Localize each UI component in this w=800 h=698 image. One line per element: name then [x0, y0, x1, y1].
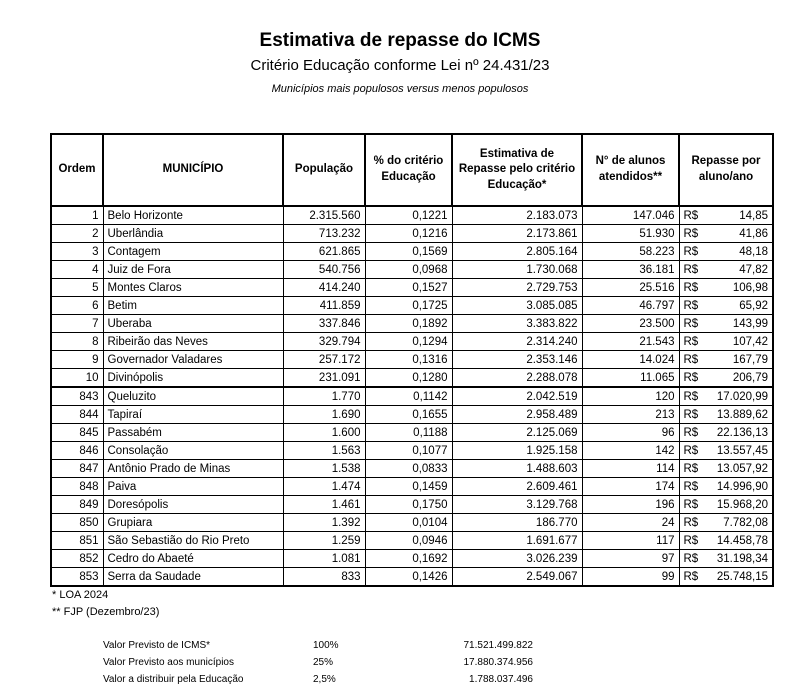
cell-repasse — [679, 297, 773, 315]
cell-repasse — [679, 387, 773, 406]
cell-alunos: 14.024 — [582, 351, 679, 369]
currency-symbol: R$ — [683, 534, 699, 547]
cell-alunos: 174 — [582, 478, 679, 496]
cell-alunos: 36.181 — [582, 261, 679, 279]
cell-pct-criterio: 0,1725 — [365, 297, 452, 315]
cell-ordem: 848 — [51, 478, 103, 496]
table-row — [51, 514, 773, 532]
currency-symbol: R$ — [683, 444, 699, 457]
summary-value: 71.521.499.822 — [463, 640, 533, 651]
cell-ordem: 4 — [51, 261, 103, 279]
cell-populacao: 1.770 — [283, 387, 365, 406]
table-header-row — [51, 134, 773, 206]
header-ordem: Ordem — [51, 134, 103, 206]
cell-estimativa: 3.085.085 — [452, 297, 582, 315]
cell-municipio: Doresópolis — [103, 496, 283, 514]
summary-label: Valor Previsto aos municípios — [103, 657, 234, 668]
cell-repasse — [679, 351, 773, 369]
summary-pct: 100% — [313, 640, 339, 651]
cell-ordem: 845 — [51, 424, 103, 442]
repasse-value: 14.458,78 — [716, 534, 768, 547]
cell-repasse — [679, 478, 773, 496]
cell-municipio: Paiva — [103, 478, 283, 496]
document-subtitle: Critério Educação conforme Lei nº 24.431/23 — [250, 57, 550, 74]
cell-populacao: 329.794 — [283, 333, 365, 351]
currency-symbol: R$ — [683, 426, 699, 439]
cell-ordem: 849 — [51, 496, 103, 514]
cell-pct-criterio: 0,0946 — [365, 532, 452, 550]
cell-estimativa: 2.958.489 — [452, 406, 582, 424]
currency-symbol: R$ — [683, 552, 699, 565]
cell-municipio: Queluzito — [103, 387, 283, 406]
cell-ordem: 10 — [51, 369, 103, 388]
cell-alunos: 25.516 — [582, 279, 679, 297]
cell-repasse — [679, 243, 773, 261]
cell-pct-criterio: 0,0968 — [365, 261, 452, 279]
cell-estimativa: 2.125.069 — [452, 424, 582, 442]
cell-repasse — [679, 315, 773, 333]
cell-repasse — [679, 225, 773, 243]
cell-alunos: 23.500 — [582, 315, 679, 333]
cell-alunos: 99 — [582, 568, 679, 587]
cell-repasse — [679, 496, 773, 514]
cell-municipio: Divinópolis — [103, 369, 283, 388]
currency-symbol: R$ — [683, 390, 699, 403]
table-row — [51, 297, 773, 315]
cell-populacao: 231.091 — [283, 369, 365, 388]
cell-municipio: Serra da Saudade — [103, 568, 283, 587]
cell-ordem: 850 — [51, 514, 103, 532]
cell-ordem: 2 — [51, 225, 103, 243]
cell-alunos: 58.223 — [582, 243, 679, 261]
currency-symbol: R$ — [683, 516, 699, 529]
cell-populacao: 1.461 — [283, 496, 365, 514]
cell-municipio: Contagem — [103, 243, 283, 261]
currency-symbol: R$ — [683, 263, 699, 276]
cell-populacao: 2.315.560 — [283, 206, 365, 225]
cell-alunos: 196 — [582, 496, 679, 514]
repasse-value: 206,79 — [732, 371, 768, 384]
cell-municipio: Antônio Prado de Minas — [103, 460, 283, 478]
cell-pct-criterio: 0,1142 — [365, 387, 452, 406]
cell-repasse — [679, 369, 773, 388]
table-row — [51, 279, 773, 297]
table-row — [51, 496, 773, 514]
table-row — [51, 369, 773, 388]
table-row — [51, 333, 773, 351]
repasse-value: 107,42 — [732, 335, 768, 348]
cell-municipio: Belo Horizonte — [103, 206, 283, 225]
cell-pct-criterio: 0,1569 — [365, 243, 452, 261]
header-municipio: MUNICÍPIO — [103, 134, 283, 206]
table-row — [51, 351, 773, 369]
currency-symbol: R$ — [683, 317, 699, 330]
cell-estimativa: 2.353.146 — [452, 351, 582, 369]
cell-populacao: 257.172 — [283, 351, 365, 369]
cell-repasse — [679, 406, 773, 424]
repasse-value: 106,98 — [732, 281, 768, 294]
cell-estimativa: 1.730.068 — [452, 261, 582, 279]
table-row — [51, 315, 773, 333]
cell-populacao: 414.240 — [283, 279, 365, 297]
table-row — [51, 206, 773, 225]
cell-repasse — [679, 514, 773, 532]
cell-pct-criterio: 0,1426 — [365, 568, 452, 587]
currency-symbol: R$ — [683, 227, 699, 240]
cell-repasse — [679, 550, 773, 568]
cell-municipio: Cedro do Abaeté — [103, 550, 283, 568]
cell-municipio: Uberaba — [103, 315, 283, 333]
cell-populacao: 1.259 — [283, 532, 365, 550]
repasse-value: 17.020,99 — [716, 390, 768, 403]
summary-pct: 25% — [313, 657, 334, 668]
currency-symbol: R$ — [683, 281, 699, 294]
header-pct-criterio: % do critério Educação — [365, 134, 452, 206]
summary-row — [103, 637, 533, 654]
repasse-value: 65,92 — [739, 299, 768, 312]
cell-populacao: 833 — [283, 568, 365, 587]
cell-pct-criterio: 0,1280 — [365, 369, 452, 388]
cell-repasse — [679, 442, 773, 460]
table-row — [51, 261, 773, 279]
header-estimativa: Estimativa de Repasse pelo critério Educação* — [452, 134, 582, 206]
cell-ordem: 6 — [51, 297, 103, 315]
cell-pct-criterio: 0,1221 — [365, 206, 452, 225]
currency-symbol: R$ — [683, 408, 699, 421]
cell-pct-criterio: 0,1527 — [365, 279, 452, 297]
summary-row — [103, 671, 533, 688]
repasse-value: 47,82 — [739, 263, 768, 276]
cell-alunos: 117 — [582, 532, 679, 550]
cell-pct-criterio: 0,1459 — [365, 478, 452, 496]
cell-alunos: 213 — [582, 406, 679, 424]
cell-repasse — [679, 261, 773, 279]
cell-pct-criterio: 0,1077 — [365, 442, 452, 460]
document-title: Estimativa de repasse do ICMS — [259, 30, 541, 51]
cell-pct-criterio: 0,1188 — [365, 424, 452, 442]
cell-estimativa: 2.805.164 — [452, 243, 582, 261]
footnotes — [52, 587, 159, 621]
cell-alunos: 114 — [582, 460, 679, 478]
summary-row — [103, 654, 533, 671]
cell-alunos: 147.046 — [582, 206, 679, 225]
currency-symbol: R$ — [683, 462, 699, 475]
summary-value: 17.880.374.956 — [463, 657, 533, 668]
cell-populacao: 1.538 — [283, 460, 365, 478]
cell-ordem: 3 — [51, 243, 103, 261]
cell-municipio: Ribeirão das Neves — [103, 333, 283, 351]
cell-municipio: Montes Claros — [103, 279, 283, 297]
cell-municipio: Consolação — [103, 442, 283, 460]
cell-repasse — [679, 424, 773, 442]
currency-symbol: R$ — [683, 245, 699, 258]
cell-populacao: 337.846 — [283, 315, 365, 333]
currency-symbol: R$ — [683, 209, 699, 222]
summary-label: Valor Previsto de ICMS* — [103, 640, 211, 651]
cell-estimativa: 2.609.461 — [452, 478, 582, 496]
cell-populacao: 540.756 — [283, 261, 365, 279]
cell-pct-criterio: 0,0104 — [365, 514, 452, 532]
cell-ordem: 852 — [51, 550, 103, 568]
repasse-value: 7.782,08 — [723, 516, 768, 529]
cell-alunos: 120 — [582, 387, 679, 406]
cell-pct-criterio: 0,1216 — [365, 225, 452, 243]
repasse-value: 143,99 — [732, 317, 768, 330]
cell-populacao: 713.232 — [283, 225, 365, 243]
cell-ordem: 5 — [51, 279, 103, 297]
header-repasse: Repasse por aluno/ano — [679, 134, 773, 206]
repasse-value: 14,85 — [739, 209, 768, 222]
footnote-loa: * LOA 2024 — [52, 589, 109, 601]
cell-municipio: Betim — [103, 297, 283, 315]
cell-alunos: 21.543 — [582, 333, 679, 351]
cell-estimativa: 2.729.753 — [452, 279, 582, 297]
footnote-fjp: ** FJP (Dezembro/23) — [52, 606, 160, 618]
repasse-value: 13.557,45 — [716, 444, 768, 457]
repasse-value: 13.057,92 — [716, 462, 768, 475]
cell-alunos: 11.065 — [582, 369, 679, 388]
cell-alunos: 24 — [582, 514, 679, 532]
cell-ordem: 7 — [51, 315, 103, 333]
table-row — [51, 424, 773, 442]
cell-repasse — [679, 532, 773, 550]
cell-alunos: 97 — [582, 550, 679, 568]
cell-estimativa: 186.770 — [452, 514, 582, 532]
cell-pct-criterio: 0,1294 — [365, 333, 452, 351]
cell-estimativa: 2.173.861 — [452, 225, 582, 243]
cell-estimativa: 2.549.067 — [452, 568, 582, 587]
cell-estimativa: 2.042.519 — [452, 387, 582, 406]
cell-estimativa: 1.925.158 — [452, 442, 582, 460]
cell-estimativa: 3.026.239 — [452, 550, 582, 568]
table-row — [51, 568, 773, 587]
cell-populacao: 1.474 — [283, 478, 365, 496]
cell-pct-criterio: 0,1655 — [365, 406, 452, 424]
icms-table — [50, 133, 774, 587]
summary-table — [103, 637, 533, 688]
cell-alunos: 142 — [582, 442, 679, 460]
cell-pct-criterio: 0,1750 — [365, 496, 452, 514]
currency-symbol: R$ — [683, 371, 699, 384]
cell-repasse — [679, 206, 773, 225]
cell-municipio: São Sebastião do Rio Preto — [103, 532, 283, 550]
cell-alunos: 46.797 — [582, 297, 679, 315]
repasse-value: 14.996,90 — [716, 480, 768, 493]
cell-ordem: 846 — [51, 442, 103, 460]
cell-populacao: 1.563 — [283, 442, 365, 460]
cell-repasse — [679, 568, 773, 587]
currency-symbol: R$ — [683, 498, 699, 511]
cell-estimativa: 3.129.768 — [452, 496, 582, 514]
document-note: Municípios mais populosos versus menos populosos — [271, 83, 529, 95]
repasse-value: 22.136,13 — [716, 426, 768, 439]
cell-estimativa: 2.183.073 — [452, 206, 582, 225]
cell-ordem: 9 — [51, 351, 103, 369]
cell-municipio: Uberlândia — [103, 225, 283, 243]
cell-ordem: 851 — [51, 532, 103, 550]
header-populacao: População — [283, 134, 365, 206]
cell-populacao: 1.690 — [283, 406, 365, 424]
table-body — [51, 206, 773, 586]
cell-municipio: Governador Valadares — [103, 351, 283, 369]
cell-alunos: 96 — [582, 424, 679, 442]
repasse-value: 167,79 — [732, 353, 768, 366]
cell-repasse — [679, 333, 773, 351]
cell-estimativa: 2.314.240 — [452, 333, 582, 351]
cell-ordem: 8 — [51, 333, 103, 351]
cell-populacao: 621.865 — [283, 243, 365, 261]
header-alunos: N° de alunos atendidos** — [582, 134, 679, 206]
cell-populacao: 1.081 — [283, 550, 365, 568]
currency-symbol: R$ — [683, 299, 699, 312]
currency-symbol: R$ — [683, 570, 699, 583]
cell-populacao: 411.859 — [283, 297, 365, 315]
summary-pct: 2,5% — [313, 674, 336, 685]
cell-ordem: 844 — [51, 406, 103, 424]
cell-alunos: 51.930 — [582, 225, 679, 243]
cell-ordem: 843 — [51, 387, 103, 406]
cell-repasse — [679, 460, 773, 478]
table-row — [51, 460, 773, 478]
cell-pct-criterio: 0,1892 — [365, 315, 452, 333]
cell-populacao: 1.600 — [283, 424, 365, 442]
currency-symbol: R$ — [683, 480, 699, 493]
cell-municipio: Juiz de Fora — [103, 261, 283, 279]
cell-estimativa: 3.383.822 — [452, 315, 582, 333]
cell-populacao: 1.392 — [283, 514, 365, 532]
currency-symbol: R$ — [683, 353, 699, 366]
cell-ordem: 847 — [51, 460, 103, 478]
cell-pct-criterio: 0,0833 — [365, 460, 452, 478]
table-row — [51, 550, 773, 568]
repasse-value: 15.968,20 — [716, 498, 768, 511]
summary-label: Valor a distribuir pela Educação — [103, 674, 244, 685]
cell-pct-criterio: 0,1316 — [365, 351, 452, 369]
repasse-value: 13.889,62 — [716, 408, 768, 421]
cell-estimativa: 2.288.078 — [452, 369, 582, 388]
table-row — [51, 532, 773, 550]
cell-ordem: 1 — [51, 206, 103, 225]
table-row — [51, 225, 773, 243]
cell-repasse — [679, 279, 773, 297]
cell-municipio: Tapiraí — [103, 406, 283, 424]
cell-municipio: Grupiara — [103, 514, 283, 532]
table-row — [51, 387, 773, 406]
table-row — [51, 478, 773, 496]
cell-ordem: 853 — [51, 568, 103, 587]
table-row — [51, 243, 773, 261]
table-row — [51, 406, 773, 424]
cell-estimativa: 1.488.603 — [452, 460, 582, 478]
cell-municipio: Passabém — [103, 424, 283, 442]
repasse-value: 41,86 — [739, 227, 768, 240]
repasse-value: 25.748,15 — [716, 570, 768, 583]
table-row — [51, 442, 773, 460]
cell-pct-criterio: 0,1692 — [365, 550, 452, 568]
repasse-value: 48,18 — [739, 245, 768, 258]
cell-estimativa: 1.691.677 — [452, 532, 582, 550]
summary-value: 1.788.037.496 — [469, 674, 533, 685]
repasse-value: 31.198,34 — [716, 552, 768, 565]
currency-symbol: R$ — [683, 335, 699, 348]
